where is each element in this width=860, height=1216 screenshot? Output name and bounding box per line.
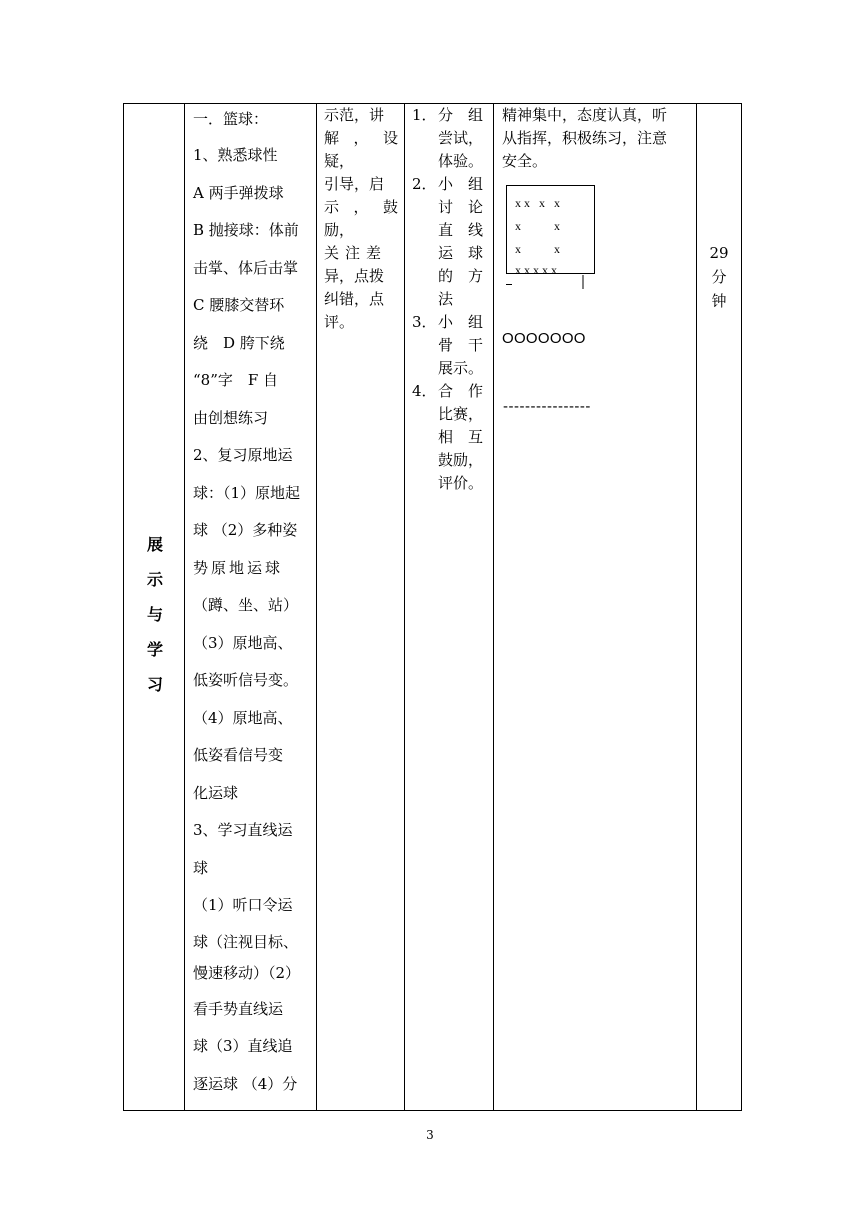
- time-line: 分: [711, 268, 727, 286]
- organization-notes: [502, 104, 690, 173]
- content-line: B 抛接球：体前: [193, 221, 299, 239]
- teacher-line: 评。: [324, 313, 355, 331]
- step-line: 分 组: [438, 106, 484, 124]
- dashed-line: ----------------: [503, 398, 591, 415]
- section-label-char: 与: [146, 605, 163, 624]
- step-line: 运 球: [438, 244, 484, 262]
- formation-row: x x x x: [515, 196, 560, 210]
- teacher-line: 示，鼓励，: [324, 198, 398, 239]
- content-line: C 腰膝交替环: [193, 296, 285, 314]
- teacher-line: 异，点拨: [324, 267, 385, 285]
- step-number: 2．: [412, 175, 437, 193]
- teacher-line: 示范，讲: [324, 106, 385, 124]
- student-step: [412, 311, 490, 380]
- org-line: 从指挥，积极练习，注意: [502, 129, 668, 147]
- teacher-line: 引导，启: [324, 175, 385, 193]
- content-line: 3、学习直线运: [193, 821, 293, 839]
- formation-row: x x: [515, 242, 560, 256]
- content-line: 绕 D 胯下绕: [193, 333, 285, 352]
- page-number: 3: [426, 1128, 434, 1142]
- teacher-line: 关注差: [324, 244, 388, 262]
- content-line: 慢速移动）（2）: [193, 963, 301, 982]
- teacher-activity: [324, 104, 398, 334]
- step-line: 直 线: [438, 221, 484, 239]
- step-line: 的 方: [438, 267, 484, 285]
- student-step: [412, 173, 490, 311]
- content-line: 逐运球 （4）分: [193, 1074, 298, 1093]
- content-line: （1）听口令运: [193, 896, 293, 914]
- step-line: 骨 干: [438, 336, 484, 354]
- content-line: 低姿看信号变: [193, 746, 284, 764]
- step-line: 展示。: [438, 359, 484, 377]
- step-line: 鼓励，: [438, 451, 484, 469]
- content-line: 势原地运球: [193, 558, 284, 577]
- table-divider: [696, 103, 697, 1111]
- student-step: [412, 104, 490, 173]
- section-label: [130, 527, 180, 702]
- student-step: [412, 380, 490, 495]
- teaching-content: [193, 108, 311, 1103]
- content-line: 球：（1）原地起: [193, 483, 301, 502]
- section-label-char: 示: [146, 570, 163, 589]
- step-number: 4．: [412, 382, 437, 400]
- student-activity: [412, 104, 490, 495]
- teacher-line: 解，设疑，: [324, 129, 398, 170]
- content-line: 低姿听信号变。: [193, 671, 299, 689]
- content-line: 看手势直线运: [193, 999, 284, 1018]
- content-line: 击掌、体后击掌: [193, 258, 299, 277]
- content-line: （3）原地高、: [193, 633, 293, 652]
- content-line: （4）原地高、: [193, 708, 293, 727]
- step-line: 合 作: [438, 382, 484, 400]
- content-line: 2、复习原地运: [193, 446, 293, 464]
- content-line: “8”字 F 自: [193, 371, 279, 389]
- content-line: 球: [193, 858, 209, 877]
- formation-row: x x: [515, 219, 560, 233]
- step-line: 讨 论: [438, 198, 484, 216]
- step-line: 法: [438, 290, 454, 308]
- content-line: （蹲、坐、站）: [193, 596, 299, 614]
- content-line: 由创想练习: [193, 408, 269, 427]
- step-line: 比赛，: [438, 405, 484, 423]
- content-line: 球（3）直线追: [193, 1037, 293, 1055]
- student-o-row: OOOOOOO: [502, 330, 586, 347]
- step-line: 评价。: [438, 474, 484, 492]
- teacher-line: 纠错，点: [324, 290, 385, 308]
- section-label-char: 学: [146, 640, 163, 659]
- org-line: 安全。: [502, 152, 548, 170]
- formation-row: x x x x x: [515, 263, 557, 277]
- content-line: 球 （2）多种姿: [193, 521, 298, 539]
- time-line: 钟: [711, 292, 727, 310]
- time-allocation: [704, 241, 734, 313]
- content-line: A 两手弹拨球: [193, 183, 284, 202]
- step-line: 相 互: [438, 428, 484, 446]
- formation-diagram: [506, 185, 595, 289]
- table-divider: [493, 103, 494, 1111]
- step-line: 小 组: [438, 313, 484, 331]
- table-divider: [404, 103, 405, 1111]
- content-line: 化运球: [193, 783, 239, 802]
- step-line: 尝试，: [438, 129, 484, 147]
- step-line: 体验。: [438, 152, 484, 170]
- content-line: 球（注视目标、: [193, 932, 299, 951]
- step-line: 小 组: [438, 175, 484, 193]
- time-line: 29: [709, 244, 729, 262]
- org-line: 精神集中，态度认真，听: [502, 106, 668, 124]
- step-number: 3．: [412, 313, 437, 331]
- section-label-char: 习: [146, 675, 163, 694]
- step-number: 1．: [412, 106, 437, 124]
- content-line: 一．篮球：: [193, 110, 269, 128]
- table-divider: [184, 103, 185, 1111]
- section-label-char: 展: [146, 535, 163, 554]
- table-divider: [316, 103, 317, 1111]
- content-line: 1、熟悉球性: [193, 146, 278, 164]
